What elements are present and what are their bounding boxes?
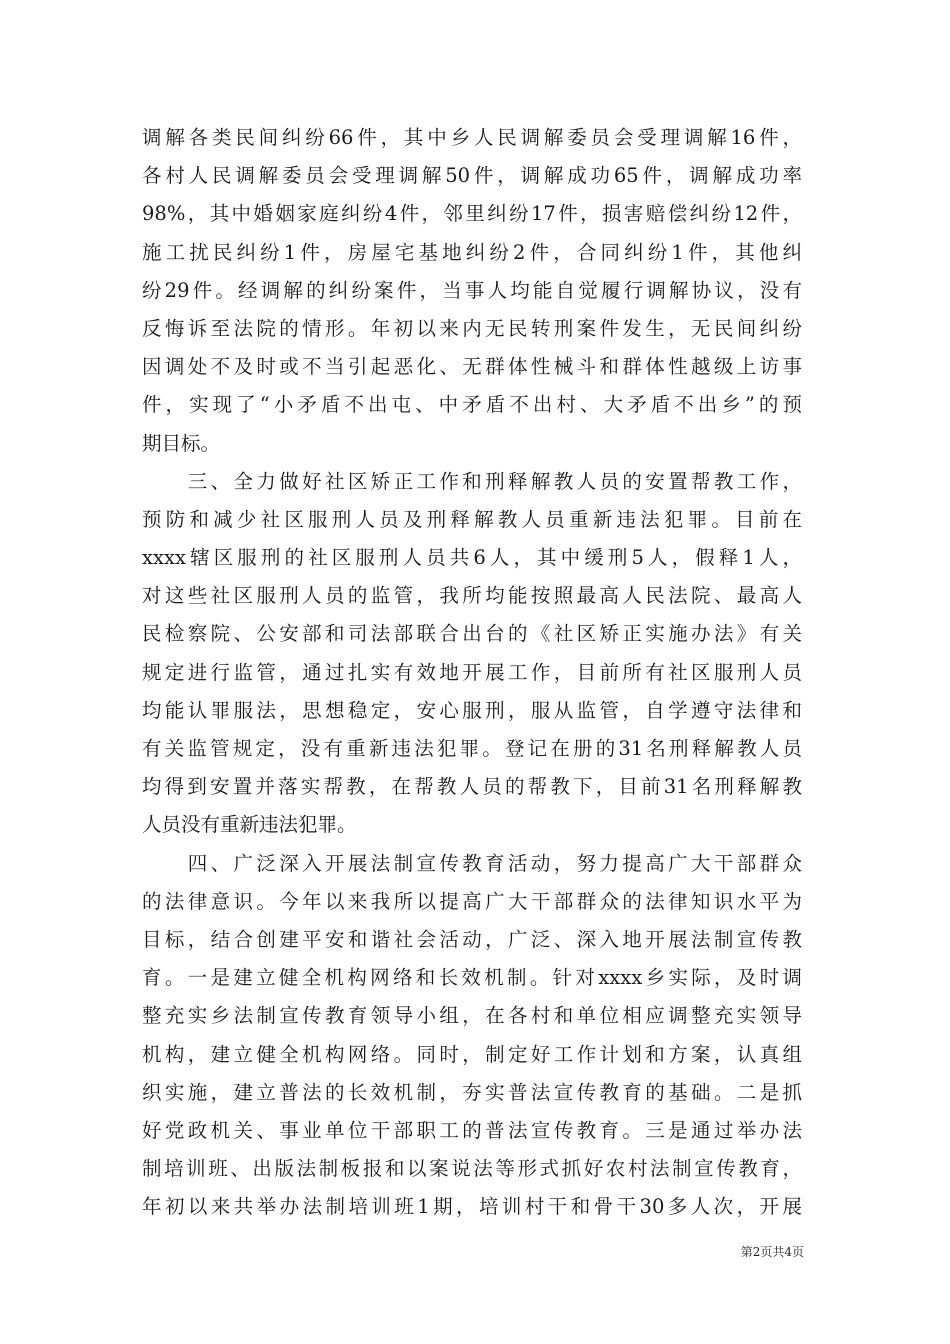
paragraph-heading-line: 三、全力做好社区矫正工作和刑释解教人员的安置帮教工作， [142,469,802,493]
text-line: 规定进行监管，通过扎实有效地开展工作，目前所有社区服刑人员 [142,660,802,684]
text-line: 的法律意识。今年以来我所以提高广大干部群众的法律知识水平为 [142,889,802,913]
text-line: 民检察院、公安部和司法部联合出台的《社区矫正实施办法》有关 [142,622,802,646]
text-line: 整充实乡法制宣传教育领导小组，在各村和单位相应调整充实领导 [142,1004,802,1028]
text-line: 件，实现了“小矛盾不出屯、中矛盾不出村、大矛盾不出乡”的预 [142,393,802,417]
text-line: 因调处不及时或不当引起恶化、无群体性械斗和群体性越级上访事 [142,355,802,379]
text-line: 反悔诉至法院的情形。年初以来内无民转刑案件发生，无民间纠纷 [142,316,802,340]
paragraph-heading-line: 四、广泛深入开展法制宣传教育活动，努力提高广大干部群众 [142,851,802,875]
text-line: 纷29件。经调解的纠纷案件，当事人均能自觉履行调解协议，没有 [142,278,802,302]
text-line: 机构，建立健全机构网络。同时，制定好工作计划和方案，认真组 [142,1042,802,1066]
text-line: 人员没有重新违法犯罪。 [142,813,357,837]
page-number-footer: 第2页共4页 [740,1245,804,1259]
text-line: 各村人民调解委员会受理调解50件，调解成功65件，调解成功率 [142,164,802,188]
text-line: 均能认罪服法，思想稳定，安心服刑，服从监管，自学遵守法律和 [142,698,802,722]
text-line: 有关监管规定，没有重新违法犯罪。登记在册的31名刑释解教人员 [142,737,802,760]
text-line: 目标，结合创建平安和谐社会活动，广泛、深入地开展法制宣传教 [142,927,802,951]
text-line: 调解各类民间纠纷66件，其中乡人民调解委员会受理调解16件， [142,126,802,149]
text-line: 施工扰民纠纷1件，房屋宅基地纠纷2件，合同纠纷1件，其他纠 [142,240,802,264]
text-line: 好党政机关、事业单位干部职工的普法宣传教育。三是通过举办法 [142,1118,802,1142]
text-line: xxxx辖区服刑的社区服刑人员共6人，其中缓刑5人，假释1人， [142,546,802,570]
text-line: 期目标。 [142,431,221,455]
text-line: 98%，其中婚姻家庭纠纷4件，邻里纠纷17件，损害赔偿纠纷12件， [142,202,802,226]
text-line: 预防和减少社区服刑人员及刑释解教人员重新违法犯罪。目前在 [142,507,802,531]
text-line: 年初以来共举办法制培训班1期，培训村干和骨干30多人次，开展 [142,1195,802,1219]
text-line: 育。一是建立健全机构网络和长效机制。针对xxxx乡实际，及时调 [142,966,802,990]
text-line: 织实施，建立普法的长效机制，夯实普法宣传教育的基础。二是抓 [142,1080,802,1104]
text-line: 制培训班、出版法制板报和以案说法等形式抓好农村法制宣传教育， [142,1157,802,1181]
document-body [142,119,802,1226]
text-line: 对这些社区服刑人员的监管，我所均能按照最高人民法院、最高人 [142,584,802,608]
text-line: 均得到安置并落实帮教，在帮教人员的帮教下，目前31名刑释解教 [142,775,802,799]
